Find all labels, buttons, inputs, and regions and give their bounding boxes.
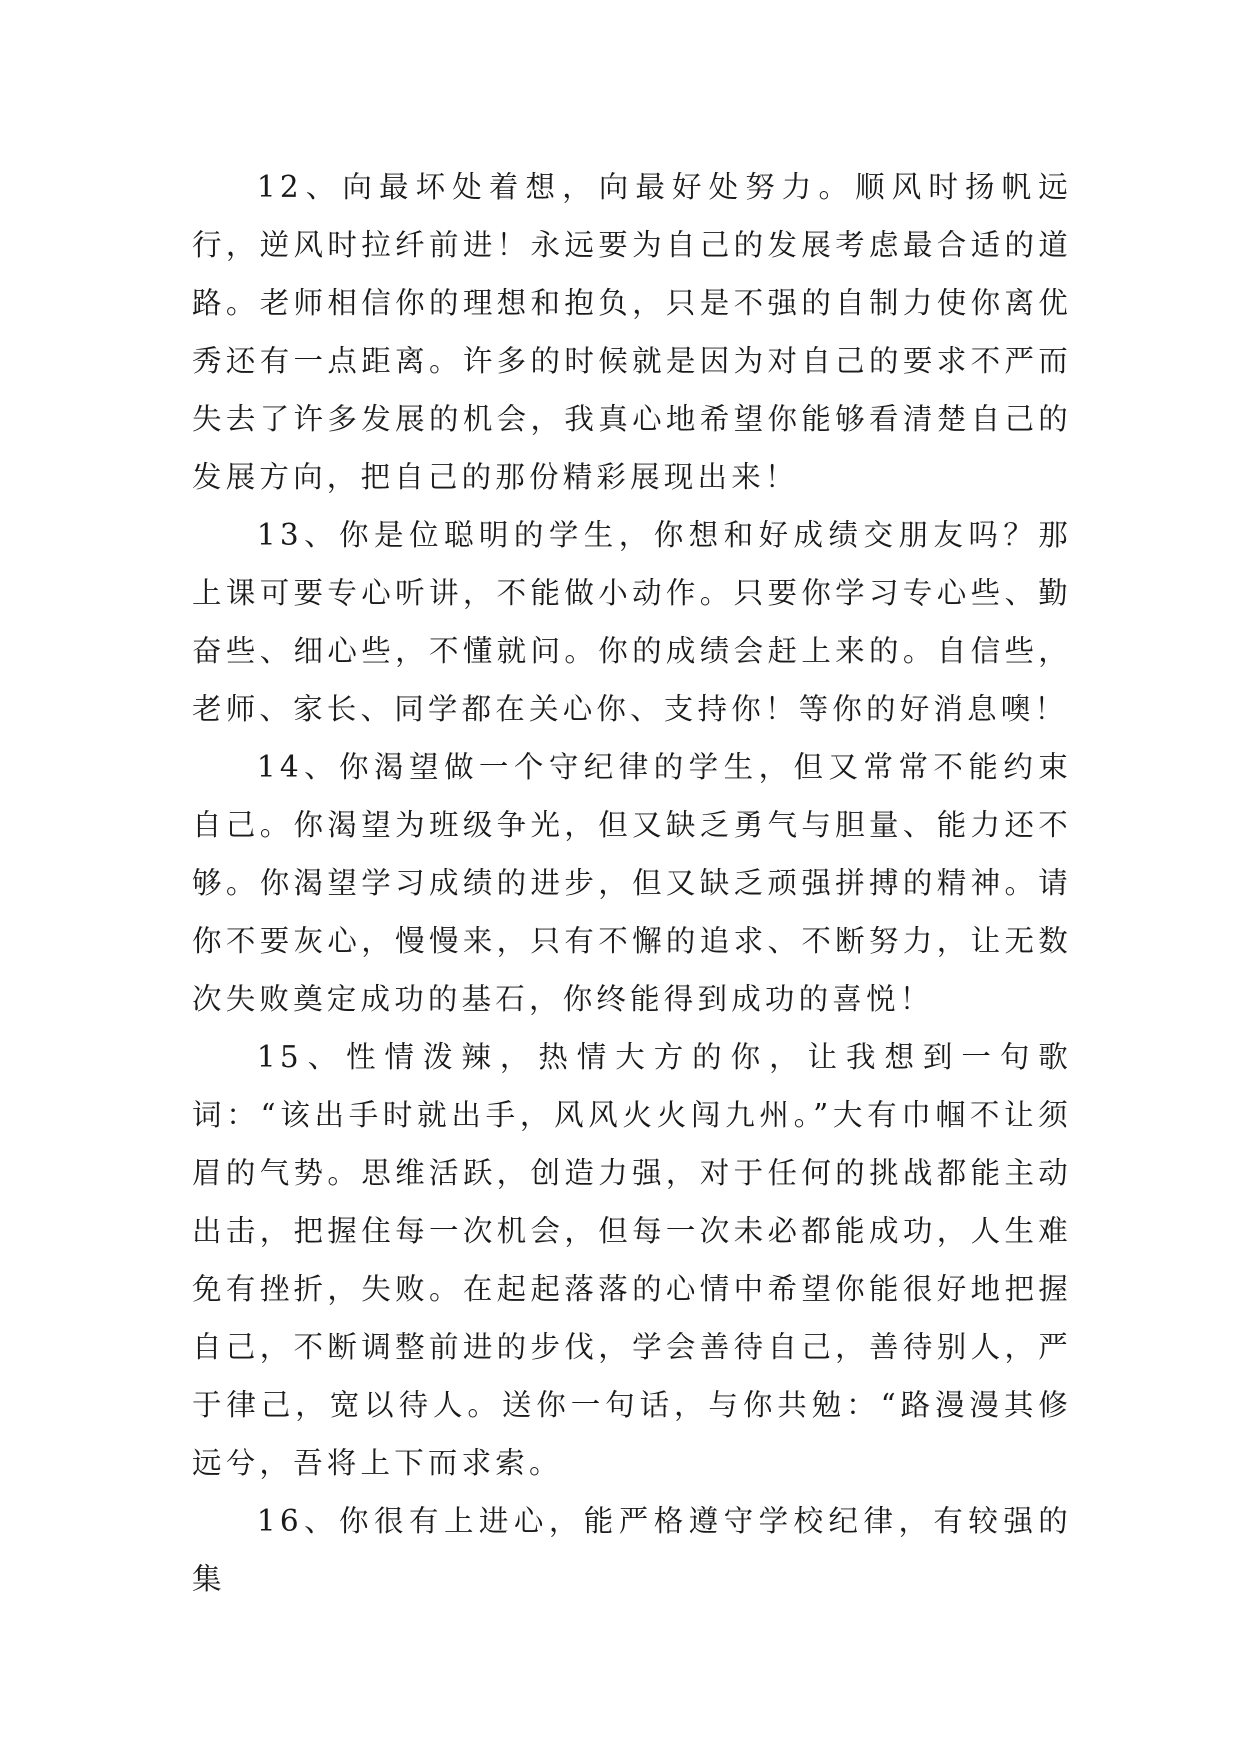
paragraph-16: 16、你很有上进心，能严格遵守学校纪律，有较强的集 <box>192 1504 1072 1596</box>
paragraph-13: 13、你是位聪明的学生，你想和好成绩交朋友吗？那上课可要专心听讲，不能做小动作。只要你学习专心些、勤奋些、细心些，不懂就问。你的成绩会赶上来的。自信些，老师、家长、同学都在关心你、支持你！等你的好消息噢！ <box>192 518 1072 726</box>
paragraph-12: 12、向最坏处着想，向最好处努力。顺风时扬帆远行，逆风时拉纤前进！永远要为自己的发展考虑最合适的道路。老师相信你的理想和抱负，只是不强的自制力使你离优秀还有一点距离。许多的时候就是因为对自己的要求不严而失去了许多发展的机会，我真心地希望你能够看清楚自己的发展方向，把自己的那份精彩展现出来！ <box>192 170 1072 494</box>
paragraph-15: 15、性情泼辣，热情大方的你，让我想到一句歌词：“该出手时就出手，风风火火闯九州。”大有巾帼不让须眉的气势。思维活跃，创造力强，对于任何的挑战都能主动出击，把握住每一次机会，但每一次未必都能成功，人生难免有挫折，失败。在起起落落的心情中希望你能很好地把握自己，不断调整前进的步伐，学会善待自己，善待别人，严于律己，宽以待人。送你一句话，与你共勉：“路漫漫其修远兮，吾将上下而求索。 <box>192 1040 1072 1480</box>
paragraph-14: 14、你渴望做一个守纪律的学生，但又常常不能约束自己。你渴望为班级争光，但又缺乏勇气与胆量、能力还不够。你渴望学习成绩的进步，但又缺乏顽强拼搏的精神。请你不要灰心，慢慢来，只有不懈的追求、不断努力，让无数次失败奠定成功的基石，你终能得到成功的喜悦！ <box>192 750 1072 1016</box>
document-body <box>192 158 1072 1608</box>
